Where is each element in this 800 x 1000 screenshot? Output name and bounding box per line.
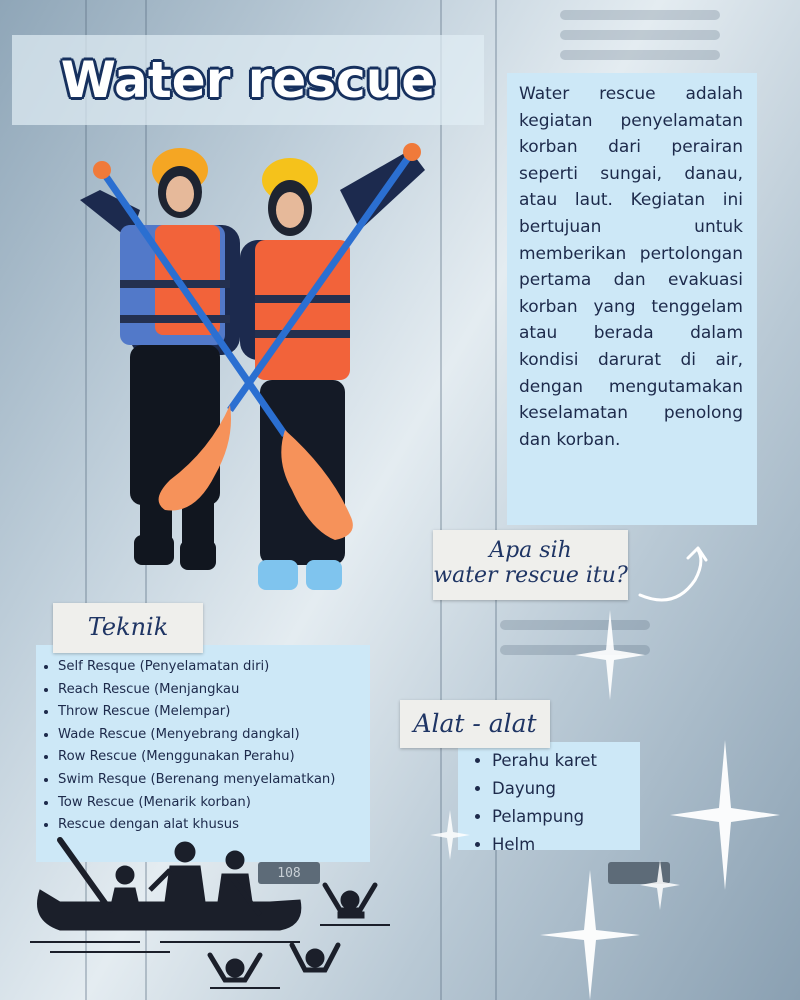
sparkle-icon <box>430 810 470 860</box>
rescue-boat-illustration <box>20 830 400 1000</box>
question-line-1: Apa sih <box>489 538 572 563</box>
list-item: • Row Rescue (Menggunakan Perahu) <box>58 746 362 769</box>
alat-label: Alat - alat <box>413 709 537 738</box>
locker-vent <box>560 30 720 40</box>
page-title: Water rescue <box>60 51 436 109</box>
question-note <box>433 530 628 600</box>
rescuers-photo <box>60 130 440 600</box>
alat-label-note <box>400 700 550 748</box>
title-panel <box>12 35 484 125</box>
question-line-2: water rescue itu? <box>433 563 628 588</box>
list-item: • Dayung <box>492 775 634 803</box>
list-item: • Self Resque (Penyelamatan diri) <box>58 656 362 679</box>
list-item: • Throw Rescue (Melempar) <box>58 701 362 724</box>
description-text: Water rescue adalah kegiatan penyelamatan korban dari perairan seperti sungai, danau, atau laut. Kegiatan ini bertujuan untuk memberikan pertolongan pertama dan evakuasi korban yang tenggelam atau berada dalam kondisi darurat di air, dengan mengutamakan keselamatan penolong dan korban. <box>519 84 743 450</box>
teknik-label: Teknik <box>87 613 169 641</box>
list-item: • Swim Resque (Berenang menyelamatkan) <box>58 769 362 792</box>
alat-list <box>466 747 634 859</box>
list-item: • Pelampung <box>492 803 634 831</box>
list-item: • Reach Rescue (Menjangkau <box>58 679 362 702</box>
list-item: • Tow Rescue (Menarik korban) <box>58 792 362 815</box>
locker-number: 108 <box>277 866 301 881</box>
sparkle-icon <box>640 860 680 910</box>
rescuer-left <box>80 148 240 570</box>
sparkle-icon <box>540 870 640 1000</box>
teknik-list <box>42 656 362 837</box>
description-panel <box>507 73 757 525</box>
list-item: • Wade Rescue (Menyebrang dangkal) <box>58 724 362 747</box>
alat-panel <box>458 742 640 854</box>
swimmer-icon <box>341 891 359 909</box>
locker-vent <box>560 10 720 20</box>
sparkle-icon <box>575 610 645 700</box>
teknik-label-note <box>53 603 203 653</box>
curved-arrow-icon <box>630 540 720 610</box>
list-item: • Helm <box>492 831 634 859</box>
locker-vent <box>560 50 720 60</box>
list-item: • Perahu karet <box>492 747 634 775</box>
list-item: • Rescue dengan alat khusus <box>58 814 362 837</box>
sparkle-icon <box>670 740 780 890</box>
